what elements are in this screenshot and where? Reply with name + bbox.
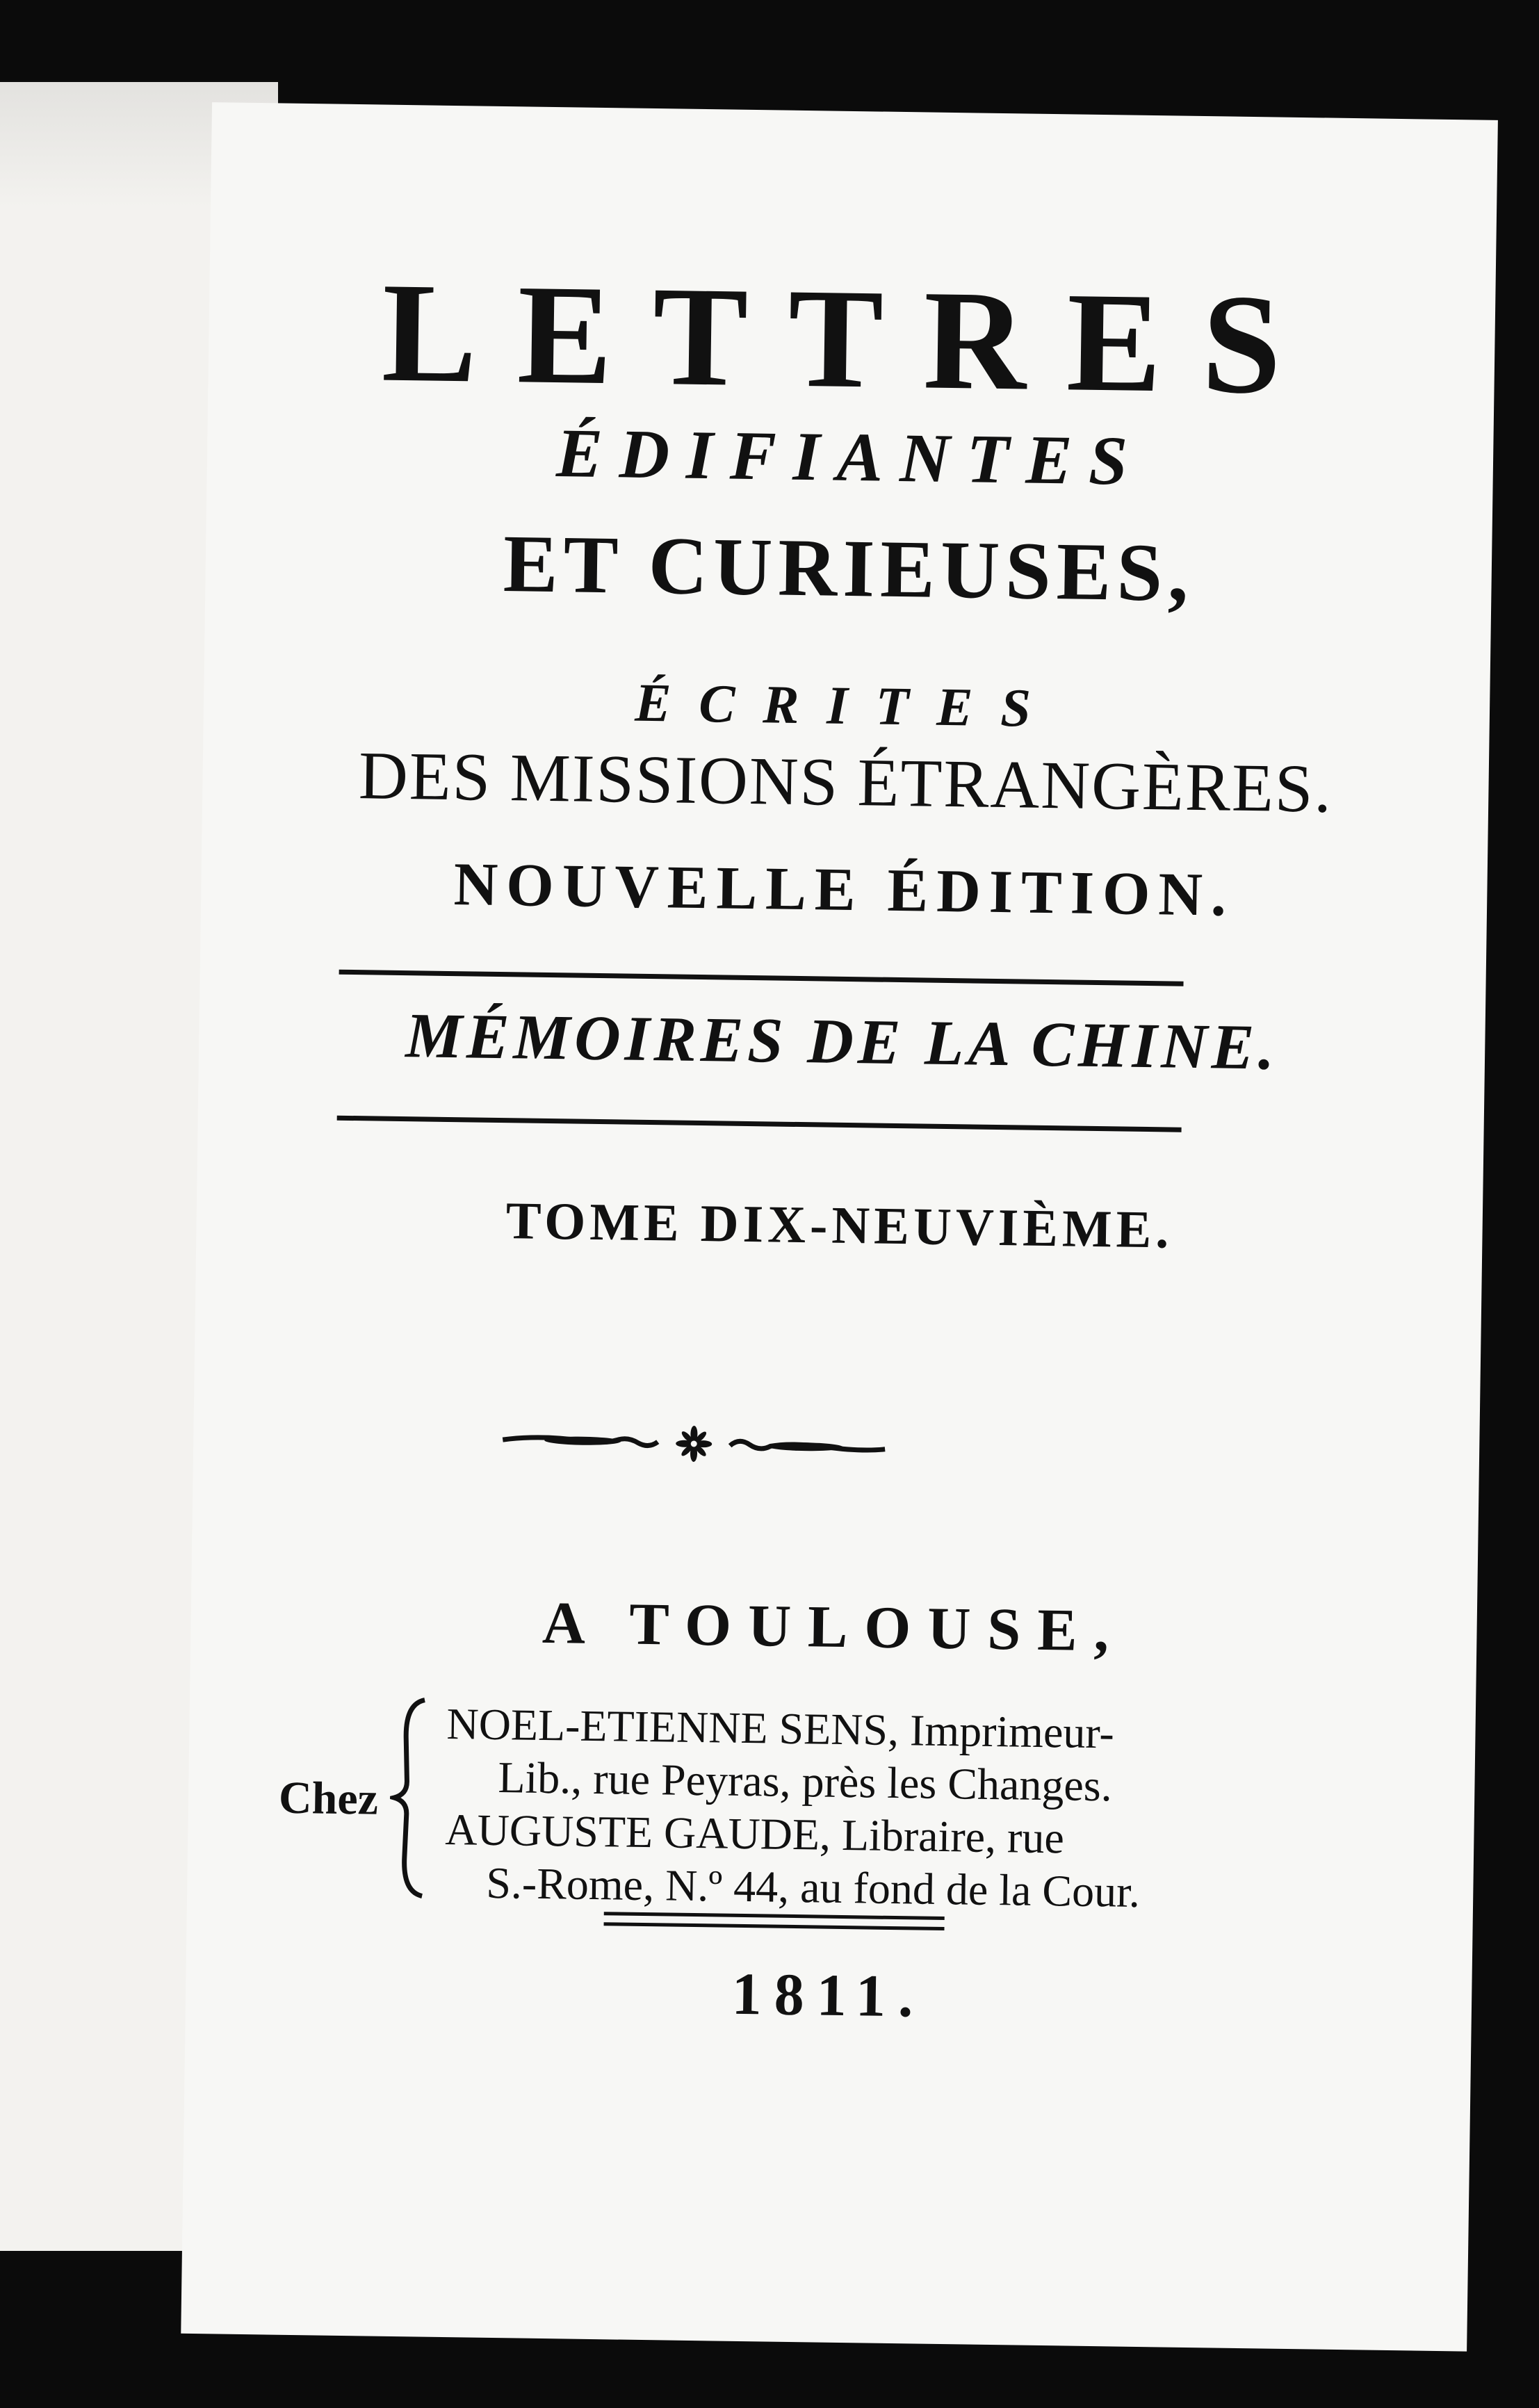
title-et-curieuses: ET CURIEUSES, <box>503 518 1195 619</box>
imprint-city: A TOULOUSE, <box>542 1588 1126 1664</box>
curly-brace <box>389 1697 433 1899</box>
publication-year: 1811. <box>731 1960 927 2030</box>
publisher-line-4: S.-Rome, N.º 44, au fond de la Cour. <box>485 1857 1141 1917</box>
title-lettres: LETTRES <box>381 253 1323 425</box>
title-edifiantes: ÉDIFIANTES <box>555 414 1145 500</box>
flourish-ornament <box>499 1413 889 1474</box>
series-title: MÉMOIRES DE LA CHINE. <box>405 1000 1279 1083</box>
title-page <box>181 102 1498 2352</box>
publisher-line-1: NOEL-ETIENNE SENS, Imprimeur- <box>446 1699 1115 1758</box>
publisher-line-2: Lib., rue Peyras, près les Changes. <box>497 1752 1113 1811</box>
publisher-block <box>437 1698 1239 1920</box>
title-missions: DES MISSIONS ÉTRANGÈRES. <box>358 738 1333 827</box>
volume-number: TOME DIX-NEUVIÈME. <box>505 1191 1173 1260</box>
double-rule-bottom <box>604 1922 945 1930</box>
edition-statement: NOUVELLE ÉDITION. <box>453 851 1235 929</box>
rule-bottom <box>337 1116 1182 1132</box>
rule-top <box>339 970 1184 986</box>
title-ecrites: ÉCRITES <box>634 672 1059 739</box>
chez-label: Chez <box>278 1772 379 1825</box>
publisher-line-3: AUGUSTE GAUDE, Libraire, rue <box>444 1805 1065 1863</box>
